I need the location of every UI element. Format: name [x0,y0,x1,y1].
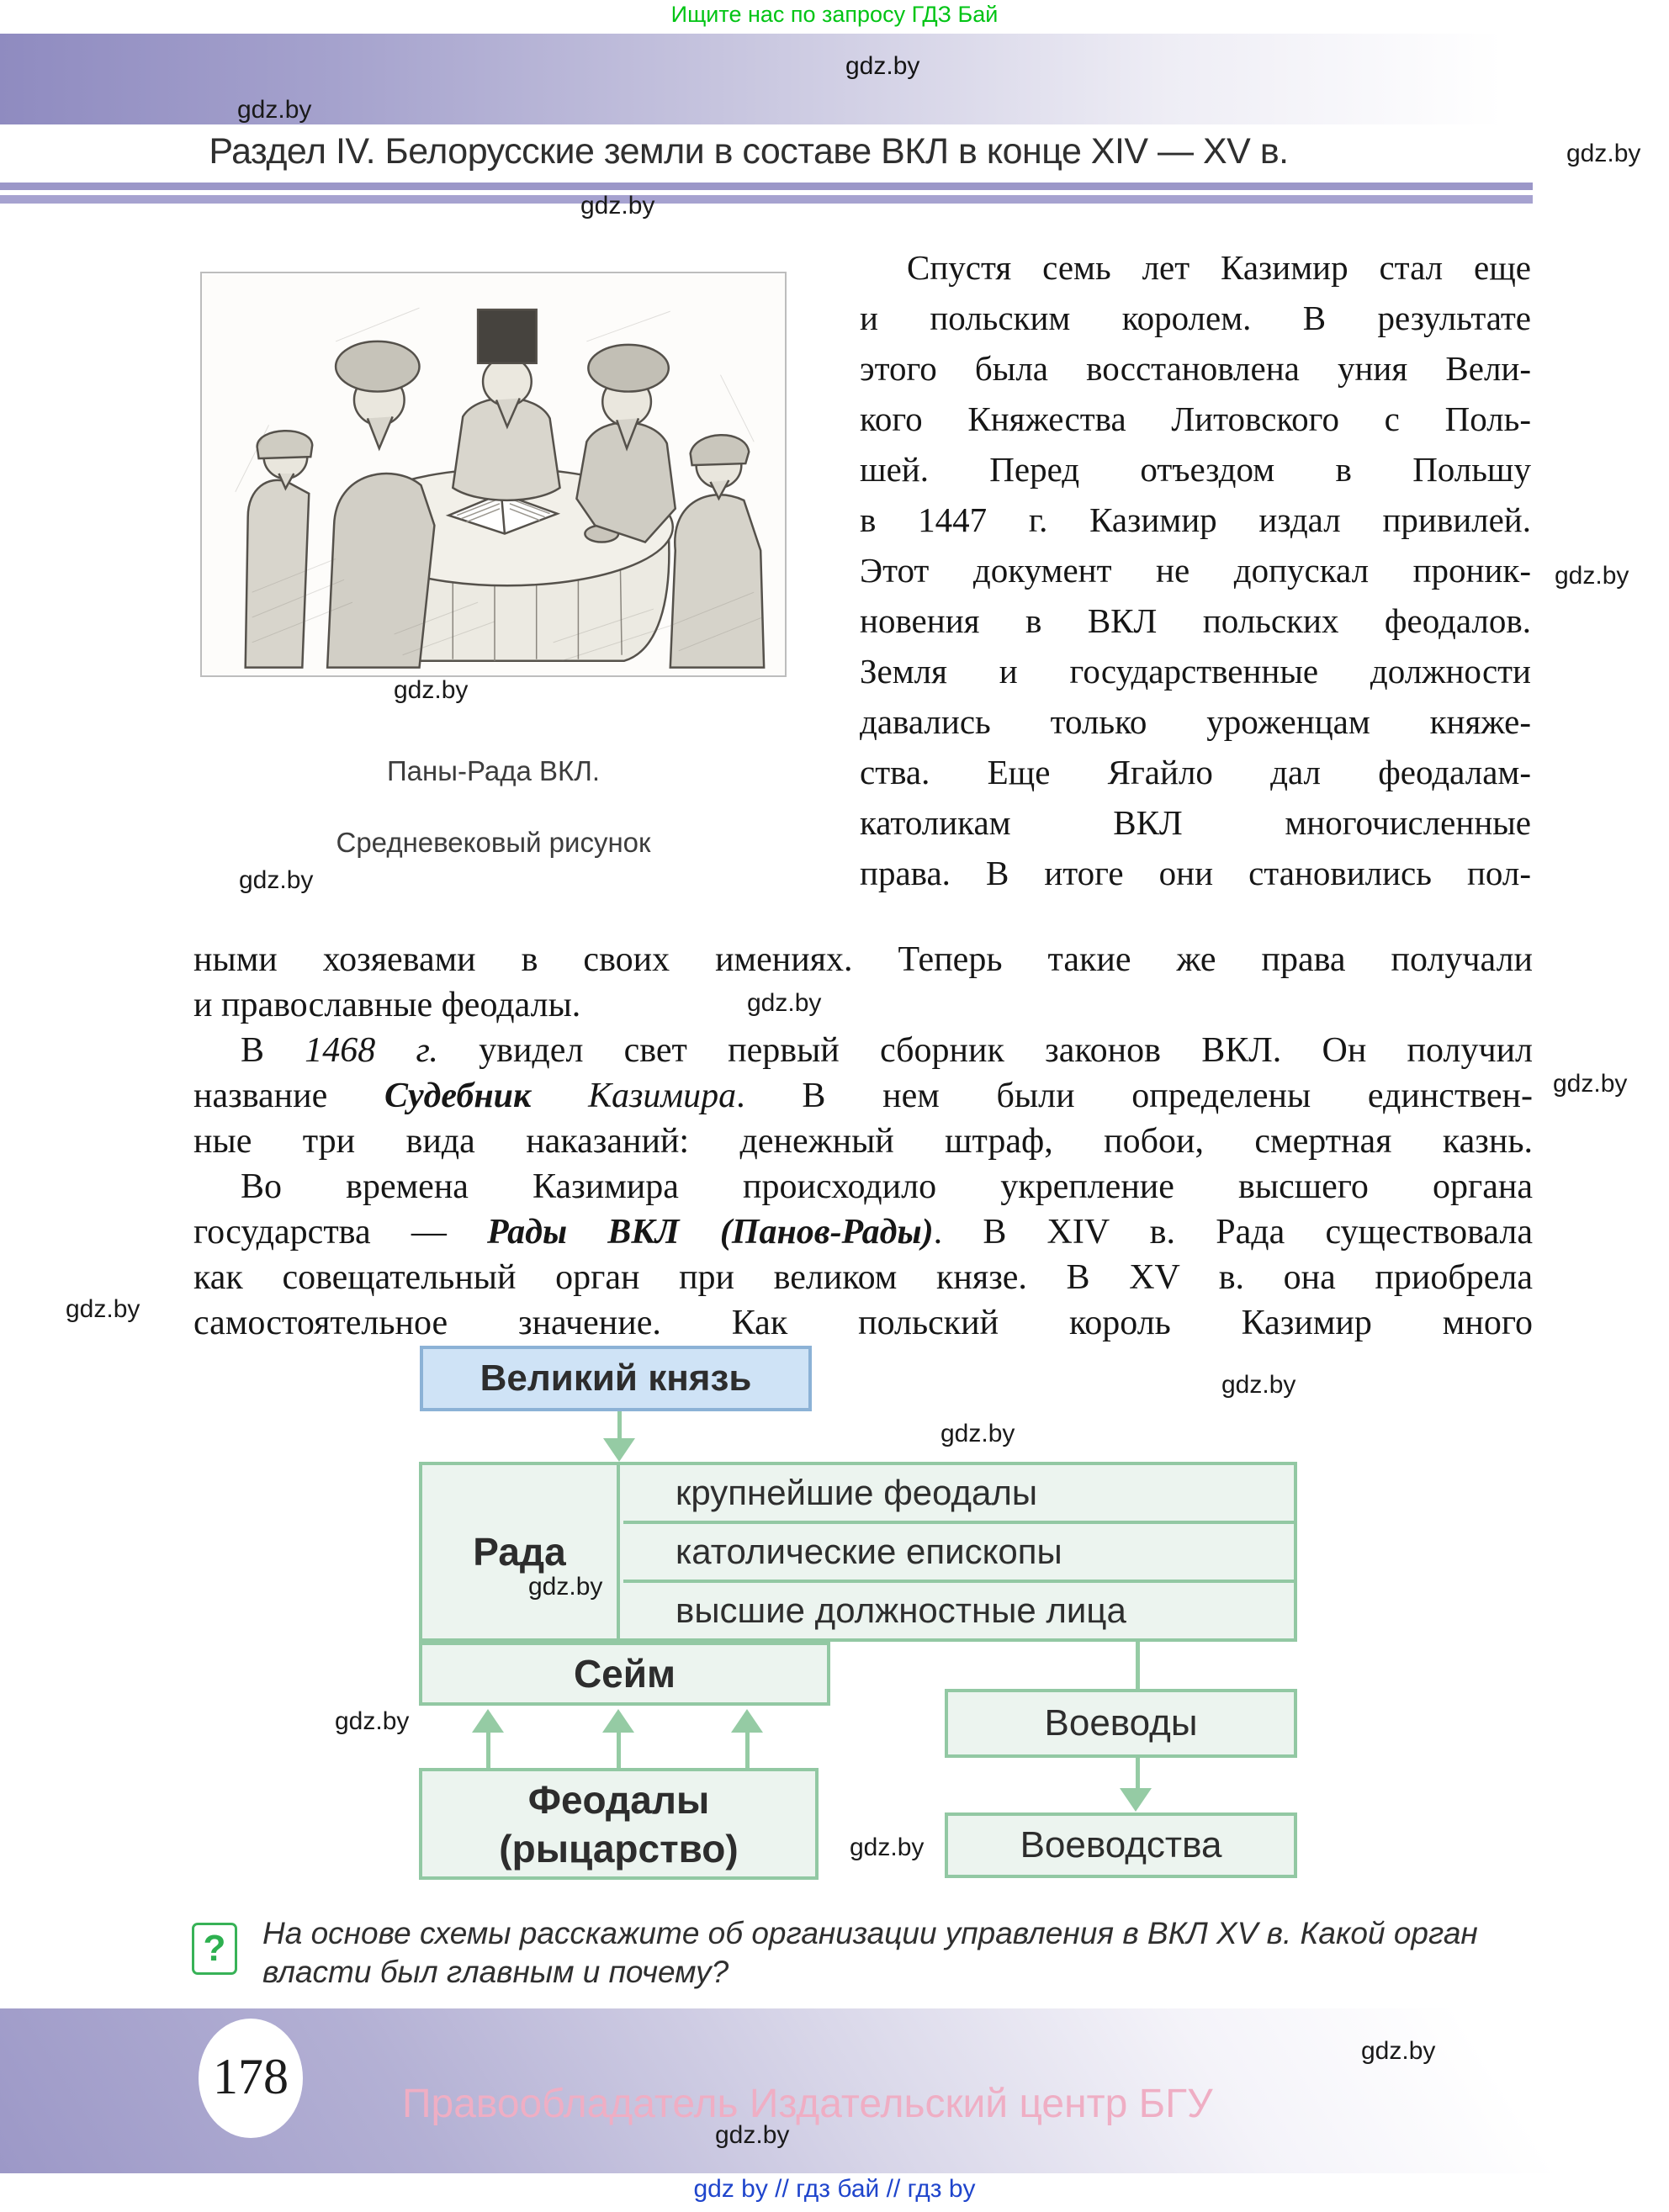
figure-caption-line1: Паны-Рада ВКЛ. [386,755,601,786]
body-line: ства. Еще Ягайло дал феодалам- [860,753,1531,791]
gdz-watermark: gdz.by [850,1834,925,1861]
body-line: как совещательный орган при великом князе. В XV в. она приобрела [193,1258,1533,1297]
rada-member-row: высшие должностные лица [676,1590,1126,1630]
diagram-node-feudals [419,1768,819,1880]
body-line: католикам ВКЛ многочисленные [860,803,1531,842]
feudals-label-line2: (рыцарство) [499,1826,739,1871]
body-line: Спустя семь лет Казимир стал еще [907,248,1531,287]
question-text [262,1914,1507,1992]
up-arrow-icon [486,1731,490,1768]
divider-rule [0,183,1533,190]
figure-frame [200,272,787,677]
connector-line [1136,1642,1140,1689]
feudals-label-line1: Феодалы [527,1777,710,1822]
body-line: название Судебник Казимира. В нем были определены единствен- [193,1077,1533,1115]
gdz-watermark: gdz.by [845,52,920,80]
body-line: и польским королем. В результате [860,299,1531,337]
gdz-watermark: gdz.by [1566,140,1641,167]
body-line: Земля и государственные должности [860,652,1531,691]
body-line: ные три вида наказаний: денежный штраф, побои, смертная казнь. [193,1122,1533,1161]
up-arrow-icon [472,1709,504,1733]
body-line: новения в ВКЛ польских феодалов. [860,601,1531,640]
body-line: в 1447 г. Казимир издал привилей. [860,500,1531,539]
up-arrow-icon [602,1709,634,1733]
body-line: шей. Перед отъездом в Польшу [860,450,1531,489]
footer-links: gdz by // гдз бай // гдз by [693,2175,976,2203]
gdz-watermark: gdz.by [335,1707,410,1735]
gdz-watermark: gdz.by [528,1573,603,1601]
body-line: кого Княжества Литовского с Поль- [860,400,1531,438]
gdz-watermark: gdz.by [1553,1070,1628,1098]
body-line: давались только уроженцам княже- [860,702,1531,741]
body-line: этого была восстановлена уния Вели- [860,349,1531,388]
section-title: Раздел IV. Белорусские земли в составе ВКЛ в конце XIV — XV в. [209,131,1289,172]
gdz-watermark: gdz.by [1555,562,1629,590]
promo-banner-text: Ищите нас по запросу ГДЗ Бай [670,2,999,27]
diagram-node-rada: Рада [422,1465,620,1638]
gdz-watermark: gdz.by [747,989,822,1017]
body-line: В 1468 г. увидел свет первый сборник законов ВКЛ. Он получил [241,1031,1533,1070]
gdz-watermark: gdz.by [715,2121,790,2149]
diagram-node-seim: Сейм [419,1642,830,1706]
up-arrow-icon [731,1709,763,1733]
up-arrow-icon [617,1731,621,1768]
body-line: Этот документ не допускал проник- [860,551,1531,590]
rada-member-row: католические епископы [623,1524,1294,1583]
gdz-watermark: gdz.by [940,1420,1015,1447]
figure-caption-line2: Средневековый рисунок [336,827,651,858]
body-line: права. В итоге они становились пол- [860,854,1531,892]
body-line: ными хозяевами в своих имениях. Теперь такие же права получали [193,940,1533,979]
body-line: Во времена Казимира происходило укрепление высшего органа [241,1167,1533,1206]
down-arrow-icon [1136,1758,1140,1790]
body-text-full-width [193,937,1533,1346]
gdz-watermark: gdz.by [1361,2037,1436,2065]
body-text-column [860,242,1531,898]
rada-member-rows [623,1465,1294,1638]
body-line: государства — Рады ВКЛ (Панов-Рады). В XIV в. Рада существовала [193,1213,1533,1252]
gdz-watermark: gdz.by [1221,1371,1296,1399]
question-line: власти был главным и почему? [262,1955,729,1989]
body-line: самостоятельное значение. Как польский король Казимир много [193,1304,1533,1342]
page-number: 178 [199,2019,303,2138]
question-line: На основе схемы расскажите об организации управления в ВКЛ XV в. Какой орган [262,1916,1478,1950]
woodcut-illustration [202,273,785,675]
diagram-node-grand-duke: Великий князь [420,1346,812,1411]
body-line: и православные феодалы. [193,986,581,1024]
down-arrow-icon [617,1411,622,1442]
down-arrow-icon [1120,1788,1152,1812]
diagram-node-voevodstva: Воеводства [945,1812,1297,1878]
question-mark-icon: ? [192,1923,237,1975]
gdz-watermark: gdz.by [239,866,314,894]
gdz-watermark: gdz.by [66,1295,140,1323]
diagram-node-voevody: Воеводы [945,1689,1297,1758]
gdz-watermark: gdz.by [237,96,312,124]
diagram-node-rada-group [419,1462,1297,1642]
gdz-watermark: gdz.by [580,192,655,220]
divider-rule [0,195,1533,204]
gdz-watermark: gdz.by [394,676,469,704]
up-arrow-icon [745,1731,750,1768]
rada-member-row: крупнейшие феодалы [623,1465,1294,1524]
copyright-text: Правообладатель Издательский центр БГУ [402,2082,1213,2126]
down-arrow-icon [603,1438,635,1462]
